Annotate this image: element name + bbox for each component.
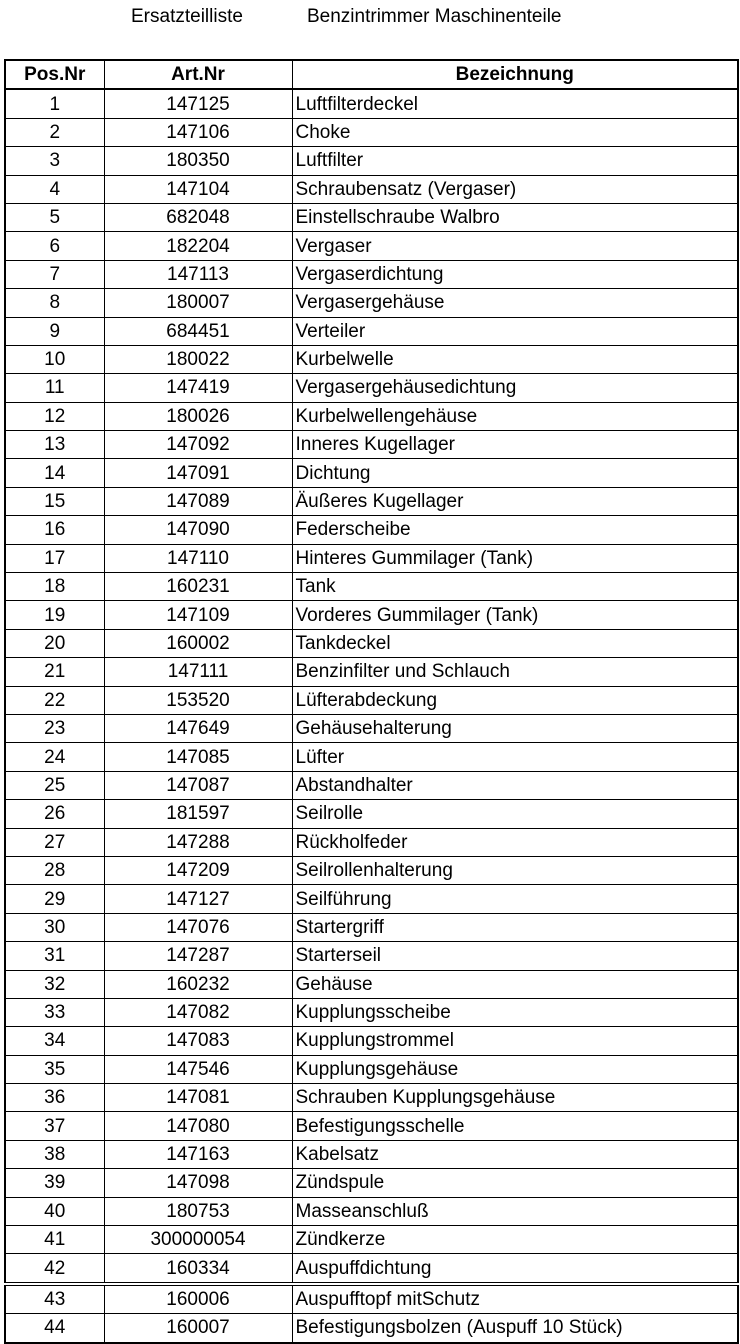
cell-art-nr: 147109 <box>104 601 292 629</box>
table-row <box>5 459 738 487</box>
cell-pos-nr: 42 <box>5 1254 104 1284</box>
cell-art-nr: 147288 <box>104 828 292 856</box>
cell-bezeichnung: Verteiler <box>292 317 738 345</box>
document-title <box>0 4 740 30</box>
cell-pos-nr: 31 <box>5 942 104 970</box>
cell-bezeichnung: Kurbelwelle <box>292 345 738 373</box>
cell-pos-nr: 28 <box>5 856 104 884</box>
table-row <box>5 573 738 601</box>
table-row <box>5 175 738 203</box>
table-row <box>5 203 738 231</box>
cell-bezeichnung: Tankdeckel <box>292 629 738 657</box>
cell-pos-nr: 39 <box>5 1169 104 1197</box>
cell-pos-nr: 14 <box>5 459 104 487</box>
cell-bezeichnung: Lüfterabdeckung <box>292 686 738 714</box>
table-row <box>5 913 738 941</box>
table-row <box>5 942 738 970</box>
cell-pos-nr: 27 <box>5 828 104 856</box>
cell-art-nr: 147076 <box>104 913 292 941</box>
cell-bezeichnung: Benzinfilter und Schlauch <box>292 658 738 686</box>
table-row <box>5 856 738 884</box>
cell-art-nr: 160334 <box>104 1254 292 1284</box>
table-row <box>5 1055 738 1083</box>
cell-bezeichnung: Äußeres Kugellager <box>292 487 738 515</box>
table-row <box>5 260 738 288</box>
title-parts-list: Ersatzteilliste <box>131 6 243 27</box>
cell-pos-nr: 41 <box>5 1226 104 1254</box>
table-row <box>5 714 738 742</box>
table-row <box>5 402 738 430</box>
table-header-row <box>5 60 738 89</box>
cell-pos-nr: 22 <box>5 686 104 714</box>
cell-art-nr: 147091 <box>104 459 292 487</box>
table-row <box>5 1027 738 1055</box>
table-row <box>5 658 738 686</box>
cell-bezeichnung: Gehäuse <box>292 970 738 998</box>
cell-pos-nr: 30 <box>5 913 104 941</box>
table-row <box>5 998 738 1026</box>
table-row <box>5 1197 738 1225</box>
cell-bezeichnung: Vorderes Gummilager (Tank) <box>292 601 738 629</box>
header-bezeichnung: Bezeichnung <box>292 60 738 89</box>
cell-pos-nr: 19 <box>5 601 104 629</box>
cell-bezeichnung: Gehäusehalterung <box>292 714 738 742</box>
cell-pos-nr: 12 <box>5 402 104 430</box>
cell-art-nr: 147419 <box>104 374 292 402</box>
cell-art-nr: 180026 <box>104 402 292 430</box>
cell-pos-nr: 34 <box>5 1027 104 1055</box>
cell-pos-nr: 2 <box>5 118 104 146</box>
cell-pos-nr: 4 <box>5 175 104 203</box>
cell-art-nr: 147080 <box>104 1112 292 1140</box>
table-row <box>5 544 738 572</box>
cell-pos-nr: 36 <box>5 1084 104 1112</box>
cell-pos-nr: 3 <box>5 147 104 175</box>
cell-art-nr: 147106 <box>104 118 292 146</box>
table-row <box>5 1140 738 1168</box>
cell-art-nr: 684451 <box>104 317 292 345</box>
table-row <box>5 1226 738 1254</box>
header-art-nr: Art.Nr <box>104 60 292 89</box>
cell-bezeichnung: Dichtung <box>292 459 738 487</box>
table-row <box>5 743 738 771</box>
cell-art-nr: 180350 <box>104 147 292 175</box>
cell-bezeichnung: Einstellschraube Walbro <box>292 203 738 231</box>
cell-art-nr: 147209 <box>104 856 292 884</box>
cell-art-nr: 147087 <box>104 771 292 799</box>
cell-art-nr: 147098 <box>104 1169 292 1197</box>
cell-pos-nr: 35 <box>5 1055 104 1083</box>
table-row <box>5 970 738 998</box>
cell-art-nr: 160231 <box>104 573 292 601</box>
cell-bezeichnung: Abstandhalter <box>292 771 738 799</box>
title-machine-parts: Benzintrimmer Maschinenteile <box>307 6 562 27</box>
table-row <box>5 771 738 799</box>
table-row <box>5 800 738 828</box>
cell-pos-nr: 33 <box>5 998 104 1026</box>
cell-bezeichnung: Schraubensatz (Vergaser) <box>292 175 738 203</box>
cell-art-nr: 147081 <box>104 1084 292 1112</box>
cell-art-nr: 147127 <box>104 885 292 913</box>
cell-pos-nr: 5 <box>5 203 104 231</box>
cell-pos-nr: 38 <box>5 1140 104 1168</box>
cell-bezeichnung: Kabelsatz <box>292 1140 738 1168</box>
cell-art-nr: 147082 <box>104 998 292 1026</box>
table-row <box>5 289 738 317</box>
cell-art-nr: 180007 <box>104 289 292 317</box>
table-row <box>5 1112 738 1140</box>
cell-art-nr: 181597 <box>104 800 292 828</box>
cell-bezeichnung: Tank <box>292 573 738 601</box>
cell-bezeichnung: Federscheibe <box>292 516 738 544</box>
table-row <box>5 89 738 118</box>
cell-bezeichnung: Kupplungsgehäuse <box>292 1055 738 1083</box>
cell-pos-nr: 40 <box>5 1197 104 1225</box>
cell-bezeichnung: Lüfter <box>292 743 738 771</box>
table-row <box>5 487 738 515</box>
cell-art-nr: 147089 <box>104 487 292 515</box>
table-row <box>5 345 738 373</box>
table-row <box>5 232 738 260</box>
table-row <box>5 828 738 856</box>
cell-bezeichnung: Inneres Kugellager <box>292 431 738 459</box>
cell-pos-nr: 11 <box>5 374 104 402</box>
cell-pos-nr: 25 <box>5 771 104 799</box>
cell-bezeichnung: Seilführung <box>292 885 738 913</box>
cell-bezeichnung: Kupplungstrommel <box>292 1027 738 1055</box>
cell-art-nr: 147083 <box>104 1027 292 1055</box>
cell-art-nr: 147125 <box>104 89 292 118</box>
cell-art-nr: 147287 <box>104 942 292 970</box>
cell-art-nr: 147110 <box>104 544 292 572</box>
cell-bezeichnung: Hinteres Gummilager (Tank) <box>292 544 738 572</box>
table-row <box>5 374 738 402</box>
cell-pos-nr: 9 <box>5 317 104 345</box>
cell-pos-nr: 15 <box>5 487 104 515</box>
cell-bezeichnung: Choke <box>292 118 738 146</box>
cell-bezeichnung: Kupplungsscheibe <box>292 998 738 1026</box>
header-pos-nr: Pos.Nr <box>5 60 104 89</box>
cell-art-nr: 147546 <box>104 1055 292 1083</box>
cell-bezeichnung: Auspuffdichtung <box>292 1254 738 1284</box>
cell-pos-nr: 21 <box>5 658 104 686</box>
cell-bezeichnung: Zündspule <box>292 1169 738 1197</box>
table-row <box>5 516 738 544</box>
cell-pos-nr: 13 <box>5 431 104 459</box>
table-row <box>5 686 738 714</box>
cell-bezeichnung: Seilrolle <box>292 800 738 828</box>
cell-bezeichnung: Kurbelwellengehäuse <box>292 402 738 430</box>
cell-pos-nr: 7 <box>5 260 104 288</box>
cell-pos-nr: 43 <box>5 1284 104 1314</box>
cell-bezeichnung: Vergaser <box>292 232 738 260</box>
cell-bezeichnung: Luftfilterdeckel <box>292 89 738 118</box>
cell-bezeichnung: Rückholfeder <box>292 828 738 856</box>
cell-pos-nr: 44 <box>5 1314 104 1343</box>
cell-pos-nr: 37 <box>5 1112 104 1140</box>
cell-art-nr: 147113 <box>104 260 292 288</box>
cell-art-nr: 147104 <box>104 175 292 203</box>
cell-bezeichnung: Vergasergehäusedichtung <box>292 374 738 402</box>
cell-bezeichnung: Schrauben Kupplungsgehäuse <box>292 1084 738 1112</box>
cell-art-nr: 147090 <box>104 516 292 544</box>
table-row <box>5 118 738 146</box>
cell-art-nr: 147111 <box>104 658 292 686</box>
cell-art-nr: 160002 <box>104 629 292 657</box>
cell-bezeichnung: Starterseil <box>292 942 738 970</box>
cell-pos-nr: 10 <box>5 345 104 373</box>
cell-bezeichnung: Seilrollenhalterung <box>292 856 738 884</box>
cell-bezeichnung: Zündkerze <box>292 1226 738 1254</box>
cell-pos-nr: 26 <box>5 800 104 828</box>
cell-art-nr: 182204 <box>104 232 292 260</box>
cell-pos-nr: 32 <box>5 970 104 998</box>
table-row <box>5 431 738 459</box>
cell-bezeichnung: Vergaserdichtung <box>292 260 738 288</box>
cell-art-nr: 300000054 <box>104 1226 292 1254</box>
cell-art-nr: 147649 <box>104 714 292 742</box>
cell-bezeichnung: Befestigungsschelle <box>292 1112 738 1140</box>
table-row <box>5 1284 738 1314</box>
cell-art-nr: 147163 <box>104 1140 292 1168</box>
cell-pos-nr: 24 <box>5 743 104 771</box>
cell-pos-nr: 1 <box>5 89 104 118</box>
cell-pos-nr: 17 <box>5 544 104 572</box>
cell-pos-nr: 8 <box>5 289 104 317</box>
cell-art-nr: 682048 <box>104 203 292 231</box>
cell-pos-nr: 23 <box>5 714 104 742</box>
cell-bezeichnung: Vergasergehäuse <box>292 289 738 317</box>
cell-pos-nr: 16 <box>5 516 104 544</box>
table-row <box>5 1084 738 1112</box>
cell-pos-nr: 29 <box>5 885 104 913</box>
cell-pos-nr: 6 <box>5 232 104 260</box>
cell-pos-nr: 20 <box>5 629 104 657</box>
cell-art-nr: 147092 <box>104 431 292 459</box>
cell-bezeichnung: Startergriff <box>292 913 738 941</box>
table-row <box>5 885 738 913</box>
table-row <box>5 317 738 345</box>
cell-bezeichnung: Masseanschluß <box>292 1197 738 1225</box>
table-row <box>5 1254 738 1284</box>
table-row <box>5 1314 738 1343</box>
cell-art-nr: 160232 <box>104 970 292 998</box>
table-row <box>5 1169 738 1197</box>
parts-table <box>4 59 739 1344</box>
cell-art-nr: 180022 <box>104 345 292 373</box>
cell-art-nr: 160006 <box>104 1284 292 1314</box>
cell-pos-nr: 18 <box>5 573 104 601</box>
table-row <box>5 147 738 175</box>
cell-bezeichnung: Luftfilter <box>292 147 738 175</box>
cell-art-nr: 153520 <box>104 686 292 714</box>
cell-art-nr: 147085 <box>104 743 292 771</box>
cell-bezeichnung: Befestigungsbolzen (Auspuff 10 Stück) <box>292 1314 738 1343</box>
cell-art-nr: 160007 <box>104 1314 292 1343</box>
table-row <box>5 601 738 629</box>
table-row <box>5 629 738 657</box>
cell-art-nr: 180753 <box>104 1197 292 1225</box>
cell-bezeichnung: Auspufftopf mitSchutz <box>292 1284 738 1314</box>
